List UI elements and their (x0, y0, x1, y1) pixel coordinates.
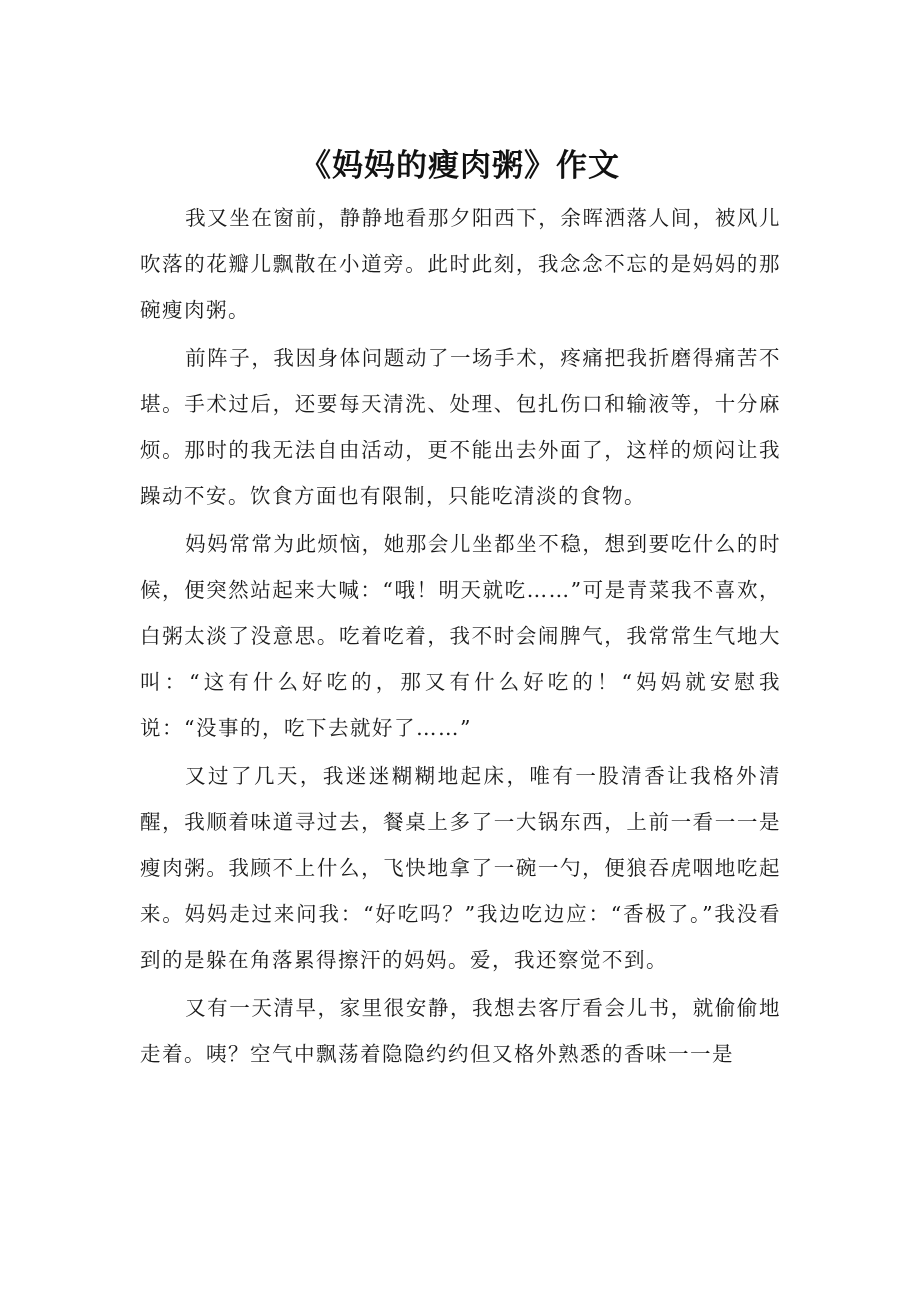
paragraph-3: 妈妈常常为此烦恼，她那会儿坐都坐不稳，想到要吃什么的时候，便突然站起来大喊：“哦！明天就吃……”可是青菜我不喜欢，白粥太淡了没意思。吃着吃着，我不时会闹脾气，我常常生气地大叫：“这有什么好吃的，那又有什么好吃的！“妈妈就安慰我说：“没事的，吃下去就好了……” (140, 532, 781, 740)
paragraph-4: 又过了几天，我迷迷糊糊地起床，唯有一股清香让我格外清醒，我顺着味道寻过去，餐桌上多了一大锅东西，上前一看一一是瘦肉粥。我顾不上什么，飞快地拿了一碗一勺，便狼吞虎咽地吃起来。妈妈走过来问我：“好吃吗？”我边吃边应：“香极了。”我没看到的是躲在角落累得擦汗的妈妈。爱，我还察觉不到。 (140, 764, 781, 972)
paragraph-1: 我又坐在窗前，静静地看那夕阳西下，余晖洒落人间，被风儿吹落的花瓣儿飘散在小道旁。此时此刻，我念念不忘的是妈妈的那碗瘦肉粥。 (140, 206, 781, 322)
paragraph-5: 又有一天清早，家里很安静，我想去客厅看会儿书，就偷偷地走着。咦？空气中飘荡着隐隐约约但又格外熟悉的香味一一是 (140, 996, 781, 1066)
paragraph-2: 前阵子，我因身体问题动了一场手术，疼痛把我折磨得痛苦不堪。手术过后，还要每天清洗、处理、包扎伤口和输液等，十分麻烦。那时的我无法自由活动，更不能出去外面了，这样的烦闷让我躁动不安。饮食方面也有限制，只能吃清淡的食物。 (140, 346, 781, 508)
page-title: 《妈妈的瘦肉粥》作文 (300, 148, 620, 184)
essay-body (140, 193, 781, 1077)
